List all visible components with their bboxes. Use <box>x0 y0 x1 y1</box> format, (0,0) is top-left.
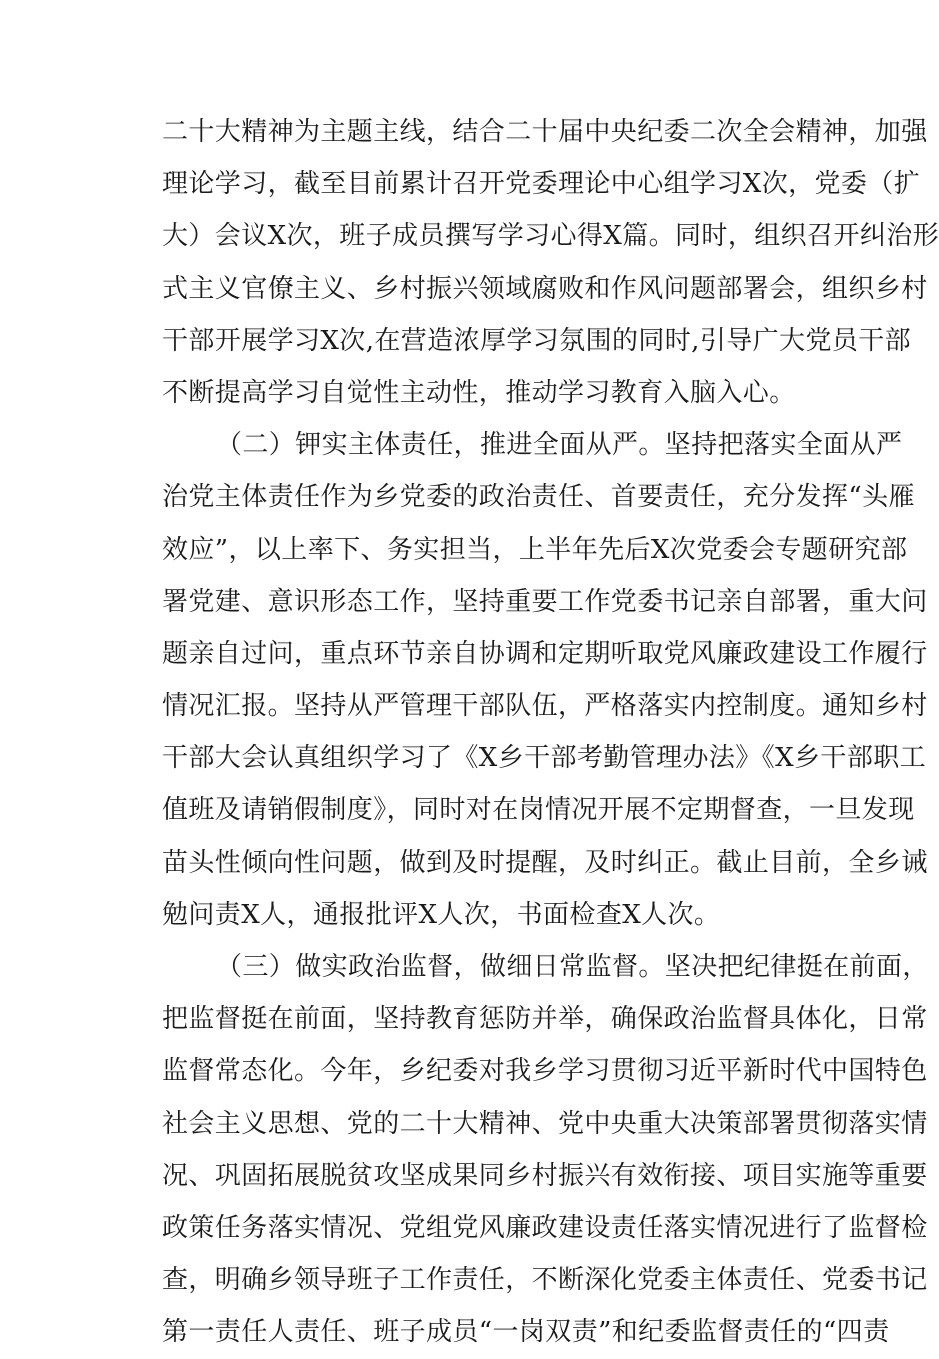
text-line: 社会主义思想、党的二十大精神、党中央重大决策部署贯彻落实情 <box>162 1108 928 1139</box>
text-line: 情况汇报。坚持从严管理干部队伍，严格落实内控制度。通知乡村 <box>162 691 928 722</box>
text-line: 大）会议X次，班子成员撰写学习心得X篇。同时，组织召开纠治形 <box>162 221 939 252</box>
text-line: 把监督挺在前面，坚持教育惩防并举，确保政治监督具体化，日常 <box>162 1004 928 1035</box>
text-line: 第一责任人责任、班子成员“一岗双责”和纪委监督责任的“四责 <box>162 1317 890 1348</box>
text-line: 查，明确乡领导班子工作责任，不断深化党委主体责任、党委书记 <box>162 1265 928 1296</box>
text-line: 效应”，以上率下、务实担当，上半年先后X次党委会专题研究部 <box>162 534 908 565</box>
document-body <box>162 106 939 1359</box>
text-line: 署党建、意识形态工作，坚持重要工作党委书记亲自部署，重大问 <box>162 586 928 617</box>
section-heading-line: （二）钾实主体责任，推进全面从严。坚持把落实全面从严 <box>216 430 903 461</box>
text-line: 值班及请销假制度》，同时对在岗情况开展不定期督查，一旦发现 <box>162 795 915 826</box>
section-heading-line: （三）做实政治监督，做细日常监督。坚决把纪律挺在前面， <box>216 952 929 982</box>
text-line: 干部开展学习X次,在营造浓厚学习氛围的同时,引导广大党员干部 <box>162 325 912 356</box>
text-line: 况、巩固拓展脱贫攻坚成果同乡村振兴有效衔接、项目实施等重要 <box>162 1160 928 1191</box>
text-line: 题亲自过问，重点环节亲自协调和定期听取党风廉政建设工作履行 <box>162 638 928 669</box>
text-line: 不断提高学习自觉性主动性，推动学习教育入脑入心。 <box>162 377 796 408</box>
text-line: 勉问责X人，通报批评X人次，书面检查X人次。 <box>162 899 721 930</box>
text-line: 干部大会认真组织学习了《X乡干部考勤管理办法》《X乡干部职工 <box>162 743 927 774</box>
text-line: 治党主体责任作为乡党委的政治责任、首要责任，充分发挥“头雁 <box>162 482 915 513</box>
text-line: 苗头性倾向性问题，做到及时提醒，及时纠正。截止目前，全乡诫 <box>162 847 928 878</box>
text-line: 监督常态化。今年，乡纪委对我乡学习贯彻习近平新时代中国特色 <box>162 1056 928 1087</box>
text-line: 式主义官僚主义、乡村振兴领域腐败和作风问题部署会，组织乡村 <box>162 273 928 304</box>
text-line: 二十大精神为主题主线，结合二十届中央纪委二次全会精神，加强 <box>162 117 928 147</box>
text-line: 政策任务落实情况、党组党风廉政建设责任落实情况进行了监督检 <box>162 1212 928 1243</box>
text-line: 理论学习，截至目前累计召开党委理论中心组学习X次，党委（扩 <box>162 169 921 200</box>
